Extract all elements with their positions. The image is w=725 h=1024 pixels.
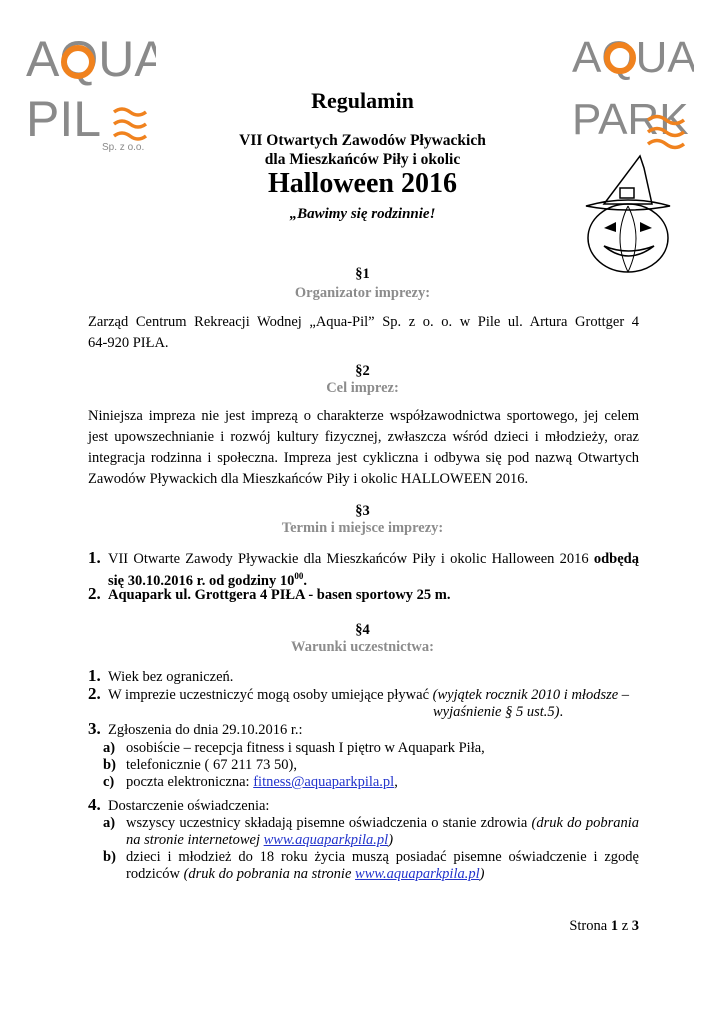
section-3-title: Termin i miejsce imprezy: — [281, 520, 444, 536]
header-line-1: VII Otwartych Zawodów Pływackich — [239, 132, 486, 149]
section-4-number: §4 — [355, 622, 370, 638]
section-4-item-2-line-2: wyjaśnienie § 5 ust.5). — [433, 704, 564, 720]
list-number: 4. — [88, 795, 101, 814]
section-2-number: §2 — [355, 363, 370, 379]
list-number: 1. — [88, 548, 101, 567]
document-title: Regulamin — [311, 88, 414, 113]
website-link[interactable]: www.aquaparkpila.pl — [355, 866, 480, 882]
section-4-item-3b-text: telefonicznie ( 67 211 73 50), — [126, 757, 297, 773]
section-4-item-3a-text: osobiście – recepcja fitness i squash I piętro w Aquapark Piła, — [126, 740, 485, 756]
logo-right-text-1: AQUA — [572, 33, 694, 82]
logo-left-suffix: Sp. z o.o. — [102, 142, 145, 153]
event-motto: „Bawimy się rodzinnie! — [289, 206, 436, 222]
list-letter: b) — [103, 757, 116, 773]
section-2-text: Niniejsza impreza nie jest imprezą o charakterze współzawodnictwa sportowego, jej celem jest upowszechnianie i rozwój kultury fizycznej, zwłaszcza wśród dzieci i młodzieży, oraz integracja rodzinna i społeczna. Impreza jest cykliczna i odbywa się pod nazwą Otwartych Zawodów Pływackich dla Mieszkańców Piły i okolic HALLOWEEN 2016. — [88, 408, 639, 487]
page-number: Strona 1 z 3 — [569, 918, 639, 934]
section-1-number: §1 — [355, 266, 370, 282]
website-link[interactable]: www.aquaparkpila.pl — [263, 832, 389, 848]
section-1-line-2: 64-920 PIŁA. — [88, 335, 169, 351]
section-3-item-1-line-1: VII Otwarte Zawody Pływackie dla Mieszkańców Piły i okolic Halloween 2016 odbędą — [108, 551, 639, 567]
section-3-item-1-line-2: się 30.10.2016 r. od godziny $10^{00}$. — [108, 571, 307, 589]
list-letter: a) — [103, 815, 116, 831]
list-number: 2. — [88, 684, 101, 703]
logo-left-text-2: PIL — [26, 91, 102, 147]
logo-left-text-1: AQUA — [26, 31, 156, 87]
list-number: 3. — [88, 719, 101, 738]
section-4-item-4-text: Dostarczenie oświadczenia: — [108, 798, 270, 814]
list-letter: a) — [103, 740, 116, 756]
section-3-item-2-text: Aquapark ul. Grottgera 4 PIŁA - basen sportowy 25 m. — [108, 587, 451, 603]
logo-right-text-2: PARK — [572, 95, 689, 144]
header-line-2: dla Mieszkańców Piły i okolic — [264, 151, 461, 168]
list-number: 1. — [88, 666, 101, 685]
section-4-item-3-text: Zgłoszenia do dnia 29.10.2016 r.: — [108, 722, 303, 738]
event-title: Halloween 2016 — [268, 168, 457, 199]
section-4-item-1-text: Wiek bez ograniczeń. — [108, 669, 234, 685]
section-4-item-2-line-1: W imprezie uczestniczyć mogą osoby umiejące pływać (wyjątek rocznik 2010 i młodsze – — [108, 687, 630, 703]
email-link[interactable]: fitness@aquaparkpila.pl — [253, 774, 395, 790]
section-4-title: Warunki uczestnictwa: — [291, 639, 434, 655]
list-letter: c) — [103, 774, 115, 790]
section-1-title: Organizator imprezy: — [294, 285, 431, 301]
list-number: 2. — [88, 584, 101, 603]
section-3-number: §3 — [355, 503, 370, 519]
list-letter: b) — [103, 849, 116, 865]
section-1-text — [88, 312, 639, 354]
section-2-title: Cel imprez: — [326, 380, 399, 396]
section-1-line-1: Zarząd Centrum Rekreacji Wodnej „Aqua-Pil” Sp. z o. o. w Pile ul. Artura Grottger 4 — [88, 314, 639, 330]
